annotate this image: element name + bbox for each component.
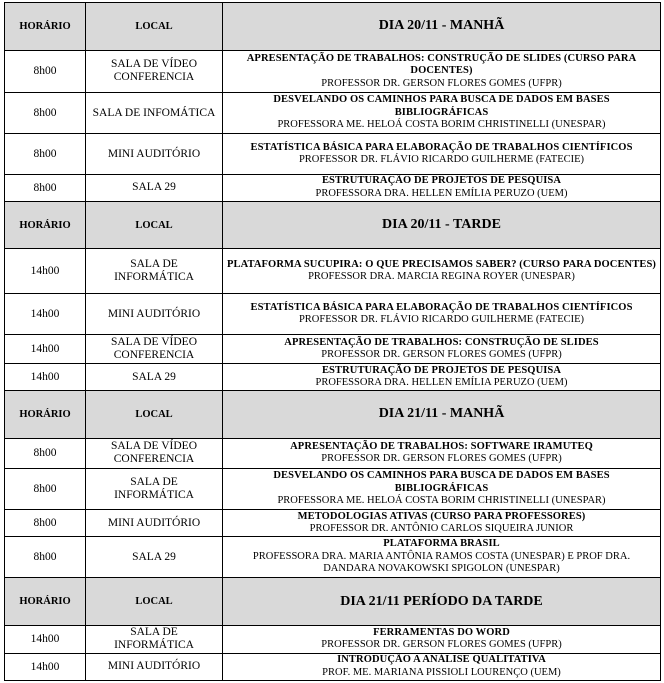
activity-title: ESTRUTURAÇÃO DE PROJETOS DE PESQUISA bbox=[321, 364, 562, 376]
time-cell: 8h00 bbox=[5, 93, 86, 134]
location-cell: MINI AUDITÓRIO bbox=[86, 293, 223, 334]
header-local: LOCAL bbox=[86, 578, 223, 626]
activity-speaker: PROFESSOR DR. ANTÔNIO CARLOS SIQUEIRA JUNIOR bbox=[309, 523, 574, 535]
time-cell: 14h00 bbox=[5, 249, 86, 294]
table-row bbox=[5, 134, 661, 174]
activity-title: DESVELANDO OS CAMINHOS PARA BUSCA DE DADOS EM BASES BIBLIOGRÁFICAS bbox=[273, 470, 610, 494]
activity-title: APRESENTAÇÃO DE TRABALHOS: CONSTRUÇÃO DE SLIDES bbox=[284, 336, 599, 348]
location-cell: SALA DE INFORMÁTICA bbox=[86, 249, 223, 294]
activity-title: DESVELANDO OS CAMINHOS PARA BUSCA DE DADOS EM BASES BIBLIOGRÁFICAS bbox=[273, 94, 610, 118]
location-cell: SALA DE INFOMÁTICA bbox=[86, 93, 223, 134]
activity-cell bbox=[223, 468, 661, 509]
location-cell: SALA DE VÍDEO CONFERENCIA bbox=[86, 50, 223, 92]
location-cell: SALA 29 bbox=[86, 364, 223, 391]
activity-title: PLATAFORMA BRASIL bbox=[383, 538, 500, 550]
header-day: DIA 20/11 - MANHÃ bbox=[223, 3, 661, 51]
time-cell: 14h00 bbox=[5, 293, 86, 334]
header-horario: HORÁRIO bbox=[5, 201, 86, 249]
location-cell: SALA DE VÍDEO CONFERENCIA bbox=[86, 335, 223, 364]
table-row bbox=[5, 510, 661, 537]
time-cell: 14h00 bbox=[5, 626, 86, 654]
session-header-row bbox=[5, 391, 661, 439]
header-horario: HORÁRIO bbox=[5, 391, 86, 439]
header-local: LOCAL bbox=[86, 391, 223, 439]
table-row bbox=[5, 364, 661, 391]
activity-speaker: PROFESSORA DRA. HELLEN EMÍLIA PERUZO (UEM) bbox=[315, 377, 568, 389]
location-cell: MINI AUDITÓRIO bbox=[86, 653, 223, 680]
location-cell: SALA 29 bbox=[86, 174, 223, 201]
activity-title: APRESENTAÇÃO DE TRABALHOS: CONSTRUÇÃO DE SLIDES (CURSO PARA DOCENTES) bbox=[246, 52, 637, 77]
activity-speaker: PROFESSORA ME. HELOÁ COSTA BORIM CHRISTINELLI (UNESPAR) bbox=[277, 495, 606, 507]
activity-cell bbox=[223, 653, 661, 680]
location-cell: SALA DE VÍDEO CONFERENCIA bbox=[86, 438, 223, 468]
header-local: LOCAL bbox=[86, 3, 223, 51]
time-cell: 14h00 bbox=[5, 335, 86, 364]
table-row bbox=[5, 653, 661, 680]
table-row bbox=[5, 438, 661, 468]
time-cell: 14h00 bbox=[5, 364, 86, 391]
table-row bbox=[5, 335, 661, 364]
header-local: LOCAL bbox=[86, 201, 223, 249]
schedule-body bbox=[5, 3, 661, 681]
activity-cell bbox=[223, 50, 661, 92]
activity-speaker: PROFESSOR DR. GERSON FLORES GOMES (UFPR) bbox=[321, 639, 562, 651]
activity-speaker: PROFESSOR DR. GERSON FLORES GOMES (UFPR) bbox=[321, 77, 562, 89]
activity-speaker: PROFESSORA DRA. HELLEN EMÍLIA PERUZO (UEM) bbox=[315, 187, 568, 199]
schedule-table bbox=[4, 2, 661, 681]
activity-title: FERRAMENTAS DO WORD bbox=[373, 626, 510, 638]
activity-speaker: PROFESSOR DR. FLÁVIO RICARDO GUILHERME (FATECIE) bbox=[298, 154, 585, 166]
activity-speaker: PROFESSORA DRA. MARIA ANTÔNIA RAMOS COSTA (UNESPAR) E PROF DRA. DANDARA NOVAKOWSKI SPIGOLON (UNESPAR) bbox=[252, 550, 631, 575]
activity-title: APRESENTAÇÃO DE TRABALHOS: SOFTWARE IRAMUTEQ bbox=[290, 440, 593, 452]
header-horario: HORÁRIO bbox=[5, 3, 86, 51]
activity-cell bbox=[223, 626, 661, 654]
session-header-row bbox=[5, 578, 661, 626]
header-day: DIA 21/11 PERÍODO DA TARDE bbox=[223, 578, 661, 626]
table-row bbox=[5, 468, 661, 509]
session-header-row bbox=[5, 201, 661, 249]
table-row bbox=[5, 626, 661, 654]
activity-title: ESTATÍSTICA BÁSICA PARA ELABORAÇÃO DE TRABALHOS CIENTÍFICOS bbox=[250, 301, 633, 313]
activity-cell bbox=[223, 510, 661, 537]
activity-speaker: PROFESSOR DR. GERSON FLORES GOMES (UFPR) bbox=[321, 453, 562, 465]
activity-speaker: PROFESSORA ME. HELOÁ COSTA BORIM CHRISTINELLI (UNESPAR) bbox=[277, 119, 606, 131]
time-cell: 8h00 bbox=[5, 174, 86, 201]
activity-cell bbox=[223, 438, 661, 468]
time-cell: 8h00 bbox=[5, 134, 86, 174]
time-cell: 8h00 bbox=[5, 468, 86, 509]
activity-speaker: PROF. ME. MARIANA PISSIOLI LOURENÇO (UEM) bbox=[322, 666, 561, 678]
activity-cell bbox=[223, 93, 661, 134]
time-cell: 8h00 bbox=[5, 438, 86, 468]
table-row bbox=[5, 537, 661, 578]
activity-cell bbox=[223, 174, 661, 201]
activity-title: PLATAFORMA SUCUPIRA: O QUE PRECISAMOS SABER? (CURSO PARA DOCENTES) bbox=[227, 258, 656, 270]
activity-cell bbox=[223, 537, 661, 578]
activity-speaker: PROFESSOR DRA. MARCIA REGINA ROYER (UNESPAR) bbox=[308, 271, 575, 283]
header-day: DIA 20/11 - TARDE bbox=[223, 201, 661, 249]
activity-cell bbox=[223, 335, 661, 364]
location-cell: SALA DE INFORMÁTICA bbox=[86, 626, 223, 654]
table-row bbox=[5, 174, 661, 201]
table-row bbox=[5, 249, 661, 294]
time-cell: 8h00 bbox=[5, 50, 86, 92]
time-cell: 14h00 bbox=[5, 653, 86, 680]
activity-cell bbox=[223, 249, 661, 294]
activity-title: INTRODUÇÃO A ANÁLISE QUALITATIVA bbox=[337, 654, 546, 666]
table-row bbox=[5, 293, 661, 334]
location-cell: SALA 29 bbox=[86, 537, 223, 578]
header-horario: HORÁRIO bbox=[5, 578, 86, 626]
activity-cell bbox=[223, 293, 661, 334]
time-cell: 8h00 bbox=[5, 510, 86, 537]
activity-title: METODOLOGIAS ATIVAS (CURSO PARA PROFESSORES) bbox=[297, 510, 586, 522]
activity-title: ESTRUTURAÇÃO DE PROJETOS DE PESQUISA bbox=[321, 175, 562, 187]
location-cell: MINI AUDITÓRIO bbox=[86, 510, 223, 537]
activity-speaker: PROFESSOR DR. GERSON FLORES GOMES (UFPR) bbox=[321, 349, 562, 361]
activity-cell bbox=[223, 134, 661, 174]
session-header-row bbox=[5, 3, 661, 51]
activity-title: ESTATÍSTICA BÁSICA PARA ELABORAÇÃO DE TRABALHOS CIENTÍFICOS bbox=[250, 141, 633, 153]
location-cell: SALA DE INFORMÁTICA bbox=[86, 468, 223, 509]
location-cell: MINI AUDITÓRIO bbox=[86, 134, 223, 174]
table-row bbox=[5, 50, 661, 92]
header-day: DIA 21/11 - MANHÃ bbox=[223, 391, 661, 439]
table-row bbox=[5, 93, 661, 134]
activity-speaker: PROFESSOR DR. FLÁVIO RICARDO GUILHERME (FATECIE) bbox=[298, 314, 585, 325]
time-cell: 8h00 bbox=[5, 537, 86, 578]
activity-cell bbox=[223, 364, 661, 391]
